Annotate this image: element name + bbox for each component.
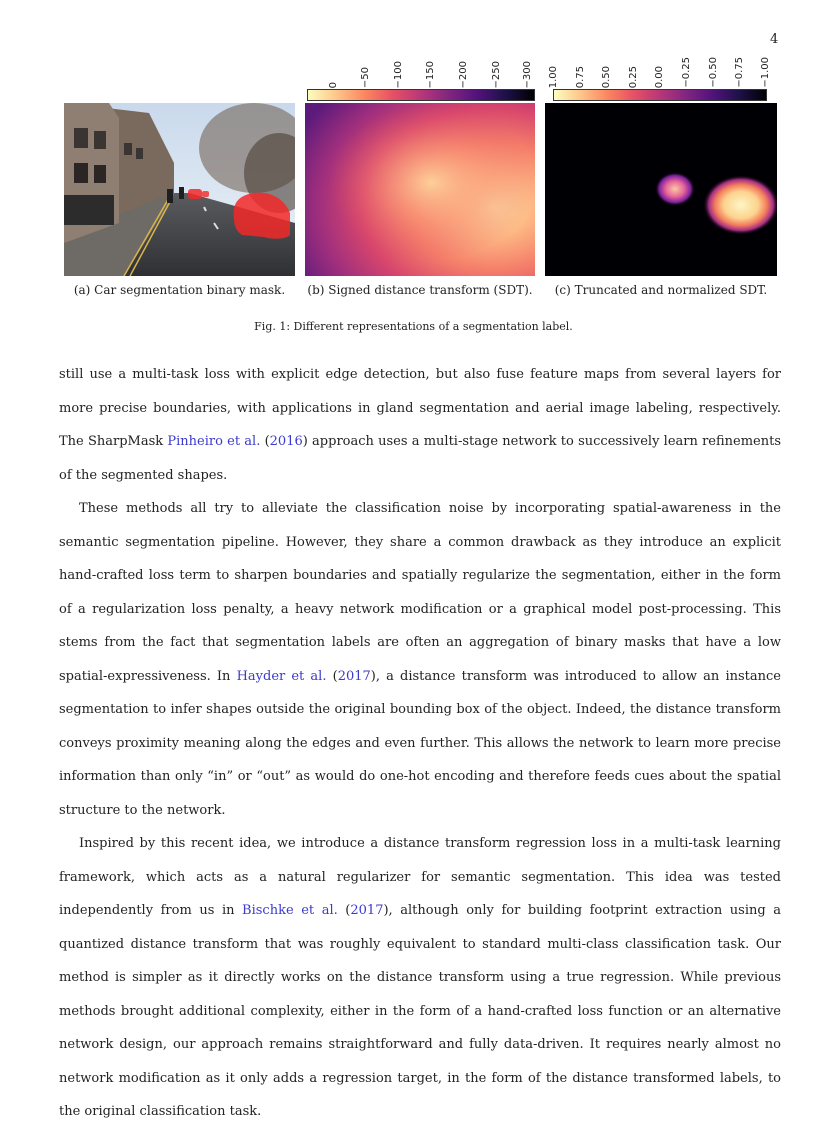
citation-link[interactable]: Bischke et al. (242, 903, 338, 918)
paragraph-2 (59, 492, 781, 827)
colorbar-c-tick: 0.75 (575, 65, 586, 88)
truncated-sdt-heatmap (545, 103, 777, 276)
sdt-heatmap (305, 103, 535, 276)
body-text (59, 358, 781, 1129)
paragraph-3 (59, 827, 781, 1129)
colorbar-b-tick: −150 (425, 60, 436, 88)
subcaption-c: (c) Truncated and normalized SDT. (554, 283, 768, 297)
citation-link[interactable]: Hayder et al. (236, 668, 327, 684)
text-run: These methods all try to alleviate the classification noise by incorporating spatial-awareness in the semantic segmentation pipeline. However, they share a common drawback as they introduce an explicit hand-crafted loss term to sharpen boundaries and spatially regularize the segmentation, either in the form of a regularization loss penalty, a heavy network modification or a graphical model post-processing. This stems from the fact that segmentation labels are often an aggregation of binary masks that have a low spatial-expressiveness. In (59, 501, 781, 684)
text-run: ), a distance transform was introduced to allow an instance segmentation to infer shapes outside the original bounding box of the object. Indeed, the distance transform conveys proximity meaning along the edges and even further. This allows the network to learn more precise information than only “in” or “out” as would do one-hot encoding and therefore feeds cues about the spatial structure to the network. (59, 668, 781, 818)
colorbar-b (307, 89, 535, 101)
text-run: still use a multi-task loss with explicit edge detection, but also fuse feature maps from several layers for more precise boundaries, with applications in gland segmentation and aerial image labeling, respectively. The SharpMask (59, 367, 781, 449)
paragraph-1 (59, 358, 781, 492)
colorbar-c-tick: 0.00 (654, 65, 665, 88)
citation-year-link[interactable]: 2016 (269, 434, 303, 449)
colorbar-c-tick: 1.00 (548, 65, 559, 88)
colorbar-b-tick: 0 (328, 81, 339, 88)
colorbar-c-tick: −0.75 (734, 57, 745, 88)
subcaption-a: (a) Car segmentation binary mask. (73, 283, 286, 297)
street-photo-image (64, 103, 295, 276)
colorbar-c (553, 89, 767, 101)
colorbar-b-tick: −100 (393, 60, 404, 88)
colorbar-b-tick: −300 (522, 60, 533, 88)
colorbar-c-ticks (548, 40, 771, 88)
subcaption-b: (b) Signed distance transform (SDT). (307, 283, 533, 297)
colorbar-c-tick: −0.25 (681, 57, 692, 88)
colorbar-b-ticks (307, 40, 535, 88)
text-run: Inspired by this recent idea, we introduce a distance transform regression loss in a multi-task learning framework, which acts as a natural regularizer for semantic segmentation. This idea was tested independently from us in (59, 836, 781, 918)
text-run: ( (337, 903, 351, 918)
colorbar-b-tick: −200 (458, 60, 469, 88)
text-run: ( (326, 668, 338, 684)
colorbar-c-tick: 0.25 (628, 65, 639, 88)
text-run: ( (260, 434, 270, 449)
figure-caption: Fig. 1: Different representations of a segmentation label. (254, 320, 573, 333)
colorbar-b-tick: −50 (360, 66, 371, 88)
text-run: ), although only for building footprint extraction using a quantized distance transform that was roughly equivalent to standard multi-class classification task. Our method is simpler as it directly works on the distance transform using a true regression. While previous methods brought additional complexity, either in the form of a hand-crafted loss function or an alternative network design, our approach remains straightforward and fully data-driven. It requires nearly almost no network modification as it only adds a regression target, in the form of the distance transformed labels, to the original classification task. (59, 903, 781, 1119)
colorbar-c-tick: −0.50 (708, 57, 719, 88)
colorbar-b-tick: −250 (491, 60, 502, 88)
sdt-panel (305, 103, 535, 276)
citation-year-link[interactable]: 2017 (337, 668, 371, 684)
citation-year-link[interactable]: 2017 (350, 903, 384, 918)
text-run: ) approach uses a multi-stage network to successively learn refinements of the segmented shapes. (59, 434, 782, 483)
colorbar-c-tick: −1.00 (760, 57, 771, 88)
citation-link[interactable]: Pinheiro et al. (167, 434, 261, 449)
colorbar-c-tick: 0.50 (601, 65, 612, 88)
street-photo-panel (64, 103, 295, 276)
truncated-sdt-panel (545, 103, 777, 276)
page-number: 4 (770, 32, 779, 47)
